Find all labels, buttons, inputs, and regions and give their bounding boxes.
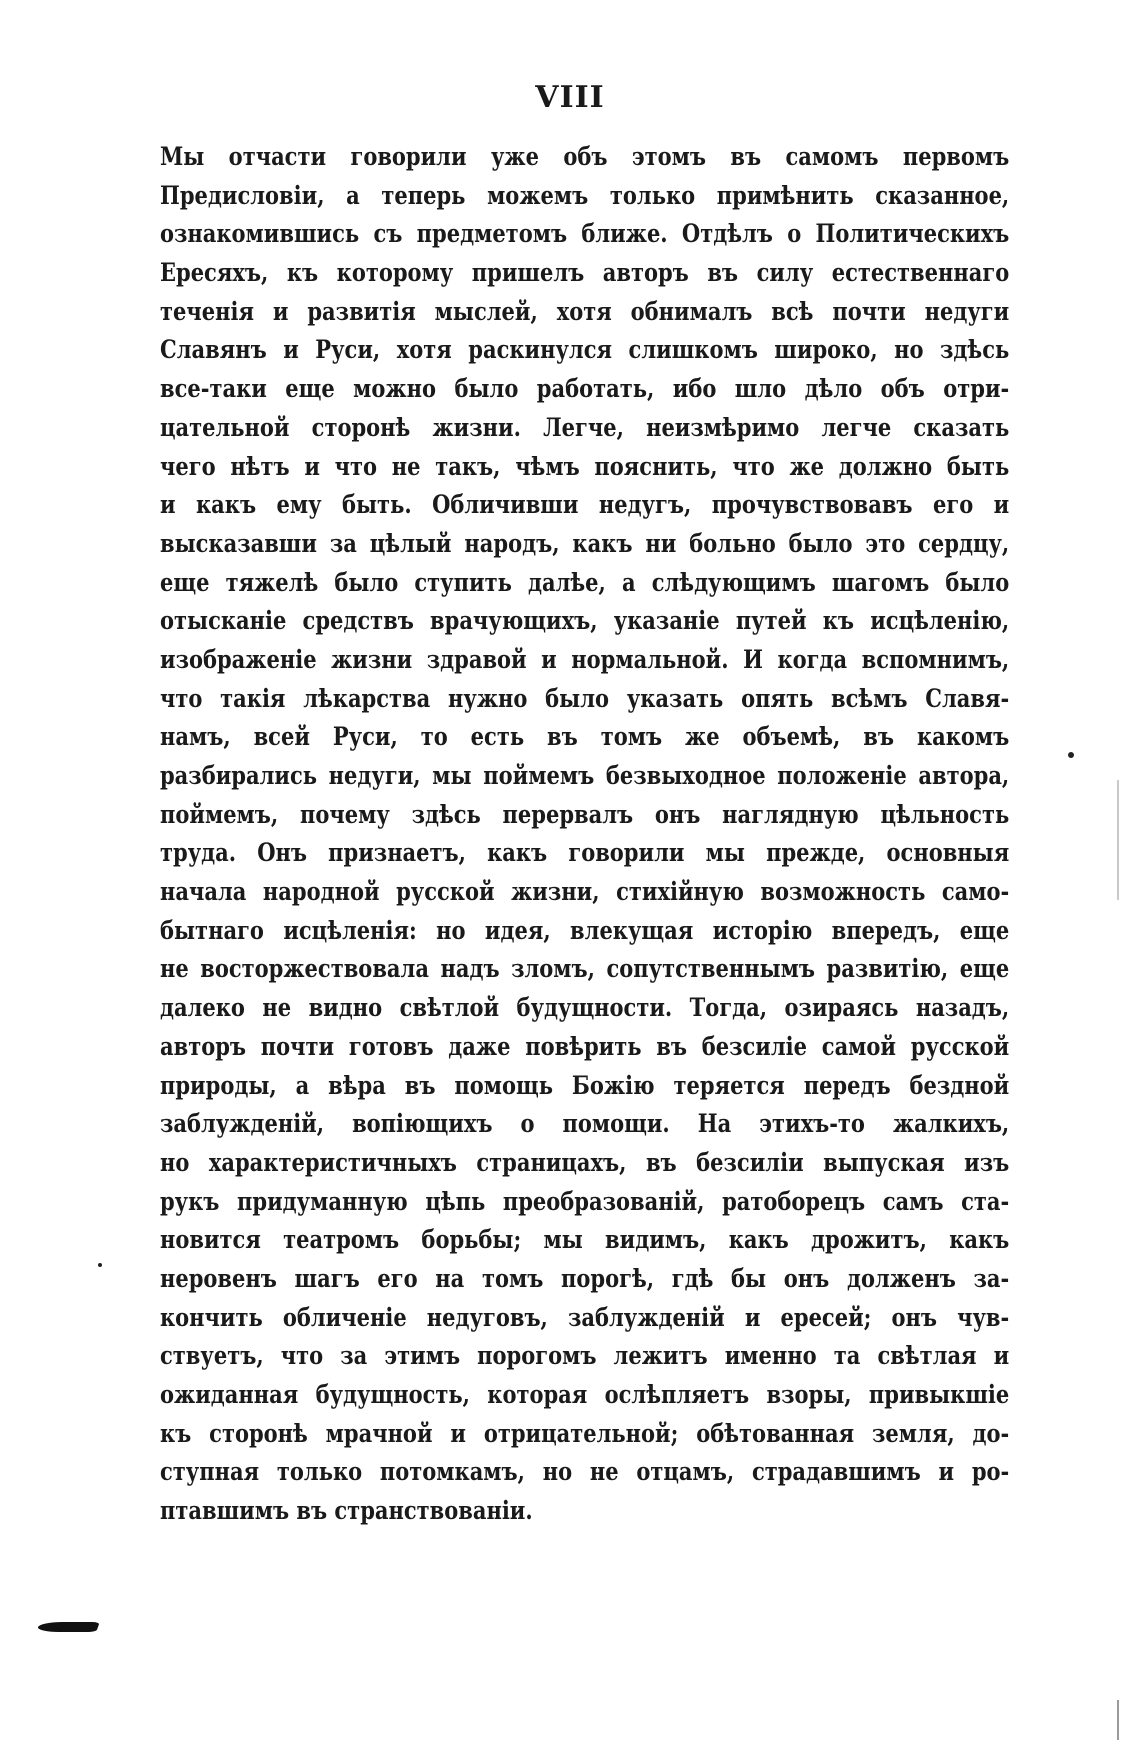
text-line: природы, а вѣра въ помощь Божію теряется передъ бездной — [160, 1070, 1010, 1100]
text-line: авторъ почти готовъ даже повѣрить въ безсиліе самой русской — [160, 1031, 1010, 1061]
ink-smudge-mark — [36, 1622, 100, 1632]
text-line: птавшимъ въ странствованіи. — [160, 1496, 533, 1526]
text-line: ствуетъ, что за этимъ порогомъ лежитъ именно та свѣтлая и — [160, 1341, 1010, 1371]
text-line: изображеніе жизни здравой и нормальной. И когда вспомнимъ, — [160, 644, 1010, 674]
text-line: цательной сторонѣ жизни. Легче, неизмѣримо легче сказать — [160, 412, 1010, 442]
text-line: новится театромъ борьбы; мы видимъ, какъ дрожитъ, какъ — [160, 1225, 1010, 1255]
text-line: неровенъ шагъ его на томъ порогѣ, гдѣ бы онъ долженъ за- — [160, 1263, 1010, 1293]
text-line: высказавши за цѣлый народъ, какъ ни больно было это сердцу, — [160, 528, 1010, 558]
text-line: Мы отчасти говорили уже объ этомъ въ самомъ первомъ — [160, 142, 1010, 171]
page-number: VIII — [535, 80, 605, 115]
text-line: кончить обличеніе недуговъ, заблужденій и ересей; онъ чув- — [160, 1302, 1010, 1332]
text-line: поймемъ, почему здѣсь перервалъ онъ наглядную цѣльность — [160, 799, 1010, 829]
text-line: Славянъ и Руси, хотя раскинулся слишкомъ широко, но здѣсь — [160, 335, 1010, 365]
text-line: разбирались недуги, мы поймемъ безвыходное положеніе автора, — [160, 761, 1010, 790]
text-line: все-таки еще можно было работать, ибо шло дѣло объ отри- — [160, 374, 1010, 404]
ink-dot-mark — [98, 1263, 102, 1267]
scan-edge-line — [1117, 1700, 1119, 1740]
text-line: къ сторонѣ мрачной и отрицательной; обѣтованная земля, до- — [160, 1418, 1010, 1448]
text-line: далеко не видно свѣтлой будущности. Тогда, озираясь назадъ, — [160, 993, 1010, 1023]
text-line: бытнаго исцѣленія: но идея, влекущая исторію впередъ, еще — [160, 915, 1010, 945]
text-line: рукъ придуманную цѣпь преобразованій, ратоборецъ самъ ста- — [160, 1186, 1010, 1216]
text-line: отысканіе средствъ врачующихъ, указаніе путей къ исцѣленію, — [160, 606, 1010, 636]
text-line: начала народной русской жизни, стихійную возможность само- — [160, 877, 1010, 907]
text-line: чего нѣтъ и что не такъ, чѣмъ пояснить, что же должно быть — [160, 451, 1010, 481]
body-text — [160, 138, 1010, 1531]
text-line: и какъ ему быть. Обличивши недугъ, прочувствовавъ его и — [160, 490, 1010, 520]
text-line: Ересяхъ, къ которому пришелъ авторъ въ силу естественнаго — [160, 258, 1010, 288]
text-line: труда. Онъ признаетъ, какъ говорили мы прежде, основныя — [160, 838, 1010, 868]
text-line: теченія и развитія мыслей, хотя обнималъ всѣ почти недуги — [160, 296, 1010, 326]
text-line: Предисловіи, а теперь можемъ только примѣнить сказанное, — [160, 180, 1010, 210]
text-line: намъ, всей Руси, то есть въ томъ же объемѣ, въ какомъ — [160, 722, 1010, 752]
text-line: ознакомившись съ предметомъ ближе. Отдѣлъ о Политическихъ — [160, 219, 1010, 249]
text-line: ожиданная будущность, которая ослѣпляетъ взоры, привыкшіе — [160, 1380, 1010, 1409]
ink-dot-mark — [1068, 752, 1074, 758]
text-line: еще тяжелѣ было ступить далѣе, а слѣдующимъ шагомъ было — [160, 567, 1010, 597]
text-line: но характеристичныхъ страницахъ, въ безсиліи выпуская изъ — [160, 1147, 1010, 1177]
text-line: ступная только потомкамъ, но не отцамъ, страдавшимъ и ро- — [160, 1457, 1010, 1487]
text-line: заблужденій, вопіющихъ о помощи. На этихъ-то жалкихъ, — [160, 1109, 1010, 1139]
text-line: что такія лѣкарства нужно было указать опять всѣмъ Славя- — [160, 683, 1010, 713]
text-line: не восторжествовала надъ зломъ, сопутственнымъ развитію, еще — [160, 954, 1010, 984]
scan-edge-line — [1117, 780, 1119, 900]
